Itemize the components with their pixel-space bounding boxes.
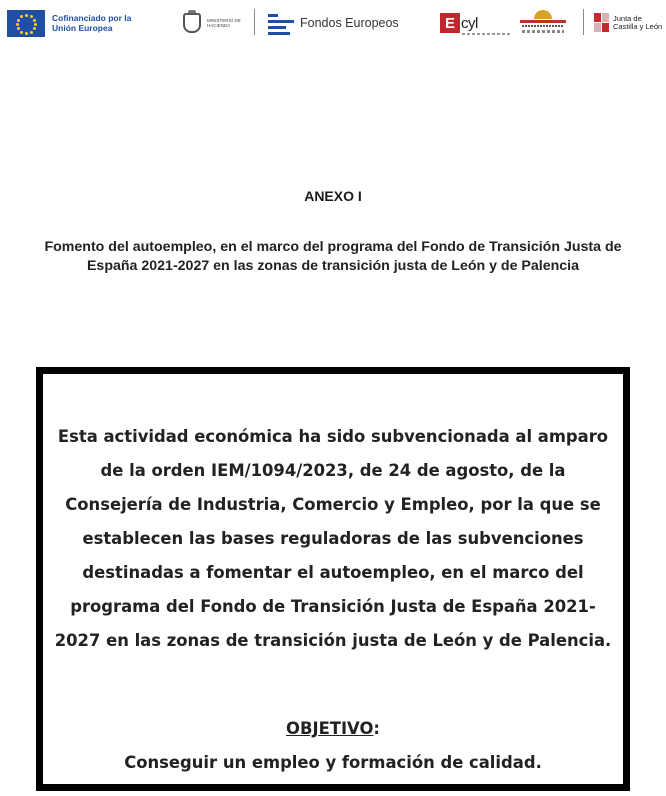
ministerio-text: MINISTERIO DE HACIENDA — [207, 17, 241, 28]
fundacion-logo — [520, 6, 566, 40]
fundacion-graphic-icon — [520, 8, 566, 38]
annex-title: ANEXO I — [304, 188, 362, 204]
ministerio-logo — [181, 6, 247, 40]
notice-text: Esta actividad económica ha sido subvencionada al amparo de la orden IEM/1094/2023, de 24 de agosto, de la Consejería de Industria, Comercio y Empleo, por la que se establecen las bases reguladoras de las subvenciones destinadas a fomentar el autoempleo, en el marco del programa del Fondo de Transición Justa de España 2021-2027 en las zonas de transición justa de León y de Palencia. — [54, 427, 612, 650]
fondos-europeos-text: Fondos Europeos — [300, 16, 399, 30]
spain-crest-icon — [181, 10, 203, 36]
ecyl-subtext-lines — [462, 33, 512, 35]
junta-logo — [594, 6, 663, 40]
ecyl-text: cyl — [461, 14, 478, 32]
notice-box — [36, 367, 630, 791]
ecyl-logo — [440, 6, 478, 40]
castilla-leon-crest-icon — [594, 11, 610, 35]
ecyl-mark: E — [440, 13, 460, 33]
objective-heading — [43, 719, 623, 738]
junta-text: Junta de Castilla y León — [613, 13, 663, 31]
logo-divider — [583, 9, 584, 35]
document-subtitle: Fomento del autoempleo, en el marco del programa del Fondo de Transición Justa de España 2021-2027 en las zonas de transición justa de León y de Palencia — [44, 239, 622, 274]
objective-colon: : — [373, 719, 380, 738]
objective-text: Conseguir un empleo y formación de calidad. — [124, 753, 542, 772]
logo-divider — [254, 9, 255, 35]
eu-logo-text: Cofinanciado por la Unión Europea — [52, 13, 132, 33]
logo-bar — [0, 0, 666, 44]
objective-label: OBJETIVO — [286, 719, 374, 738]
fondos-europeos-logo — [268, 6, 399, 40]
eu-flag-icon — [7, 10, 45, 37]
fondos-stripes-icon — [268, 12, 294, 34]
eu-logo — [7, 6, 138, 40]
